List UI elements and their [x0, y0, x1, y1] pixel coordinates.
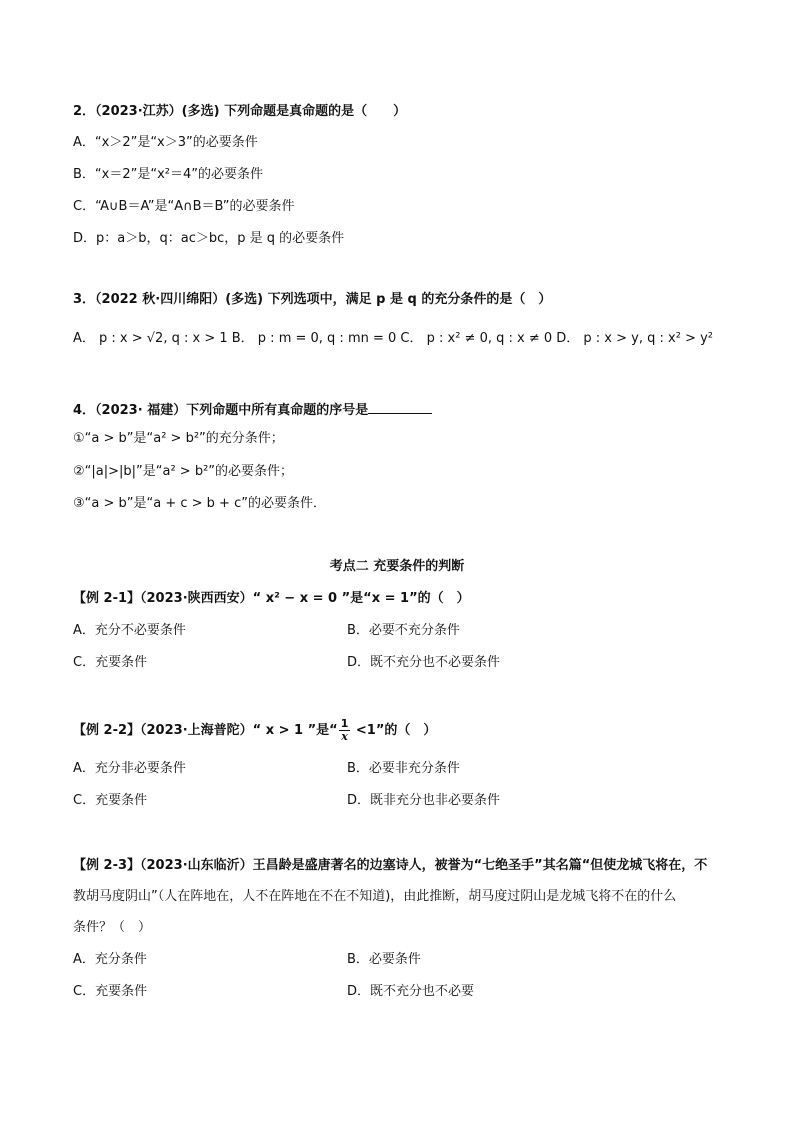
- ex23-option-b: B．必要条件: [347, 952, 421, 967]
- q2-stem: 2．（2023·江苏）(多选) 下列命题是真命题的是（ ）: [73, 104, 407, 119]
- ex23-line-1: 【例 2-3】（2023·山东临沂）王昌龄是盛唐著名的边塞诗人，被誉为“七绝圣手”其名篇“但使龙城飞将在，不: [73, 858, 708, 873]
- ex23-line-2: 教胡马度阴山”（人在阵地在，人不在阵地在不在不知道)，由此推断，胡马度过阴山是龙城飞将不在的什么: [73, 889, 677, 904]
- answer-blank: [368, 400, 432, 414]
- ex21-option-a: A．充分不必要条件: [73, 623, 186, 638]
- q2-option-c: C．“A∪B＝A”是“A∩B＝B”的必要条件: [73, 199, 295, 214]
- q4-stem-text: 4．（2023· 福建）下列命题中所有真命题的序号是: [73, 403, 369, 418]
- q4-statement-1: ①“a > b”是“a² > b²”的充分条件；: [73, 431, 284, 446]
- q2-option-d: D．p：a＞b，q：ac＞bc，p 是 q 的必要条件: [73, 231, 345, 246]
- ex22-stem: [73, 718, 436, 744]
- q3-stem: 3．（2022 秋·四川绵阳）(多选) 下列选项中，满足 p 是 q 的充分条件的是（ ）: [73, 292, 552, 307]
- section-heading: 考点二 充要条件的判断: [329, 559, 465, 574]
- ex22-option-d: D．既非充分也非必要条件: [347, 793, 501, 808]
- ex22-option-b: B．必要非充分条件: [347, 761, 460, 776]
- ex22-stem-suffix: <1”的（ ）: [351, 723, 437, 738]
- ex22-option-a: A．充分非必要条件: [73, 761, 186, 776]
- ex21-option-b: B．必要不充分条件: [347, 623, 460, 638]
- fraction-numerator: 1: [340, 717, 349, 730]
- ex21-option-c: C．充要条件: [73, 655, 148, 670]
- q4-statement-2: ②“|a|>|b|”是“a² > b²”的必要条件；: [73, 464, 294, 479]
- ex23-line-3: 条件？（ ）: [73, 920, 152, 935]
- q4-statement-3: ③“a > b”是“a + c > b + c”的必要条件．: [73, 496, 326, 511]
- q3-options: A． p : x > √2, q : x > 1 B． p : m = 0, q : mn = 0 C． p : x² ≠ 0, q : x ≠ 0 D． p : x > y, q : x² > y²: [73, 331, 713, 346]
- ex22-stem-prefix: 【例 2-2】（2023·上海普陀）“ x > 1 ”是“: [73, 723, 338, 738]
- ex23-option-c: C．充要条件: [73, 984, 148, 999]
- ex23-option-d: D．既不充分也不必要: [347, 984, 475, 999]
- q2-option-a: A．“x＞2”是“x＞3”的必要条件: [73, 135, 258, 150]
- ex21-option-d: D．既不充分也不必要条件: [347, 655, 501, 670]
- q2-option-b: B．“x＝2”是“x²＝4”的必要条件: [73, 167, 263, 182]
- ex23-option-a: A．充分条件: [73, 952, 147, 967]
- q4-stem: [73, 400, 432, 420]
- fraction: [339, 718, 351, 743]
- ex21-stem: 【例 2-1】（2023·陕西西安）“ x² − x = 0 ”是“x = 1”的（ ）: [73, 591, 470, 606]
- ex22-option-c: C．充要条件: [73, 793, 148, 808]
- fraction-denominator: x: [341, 730, 348, 743]
